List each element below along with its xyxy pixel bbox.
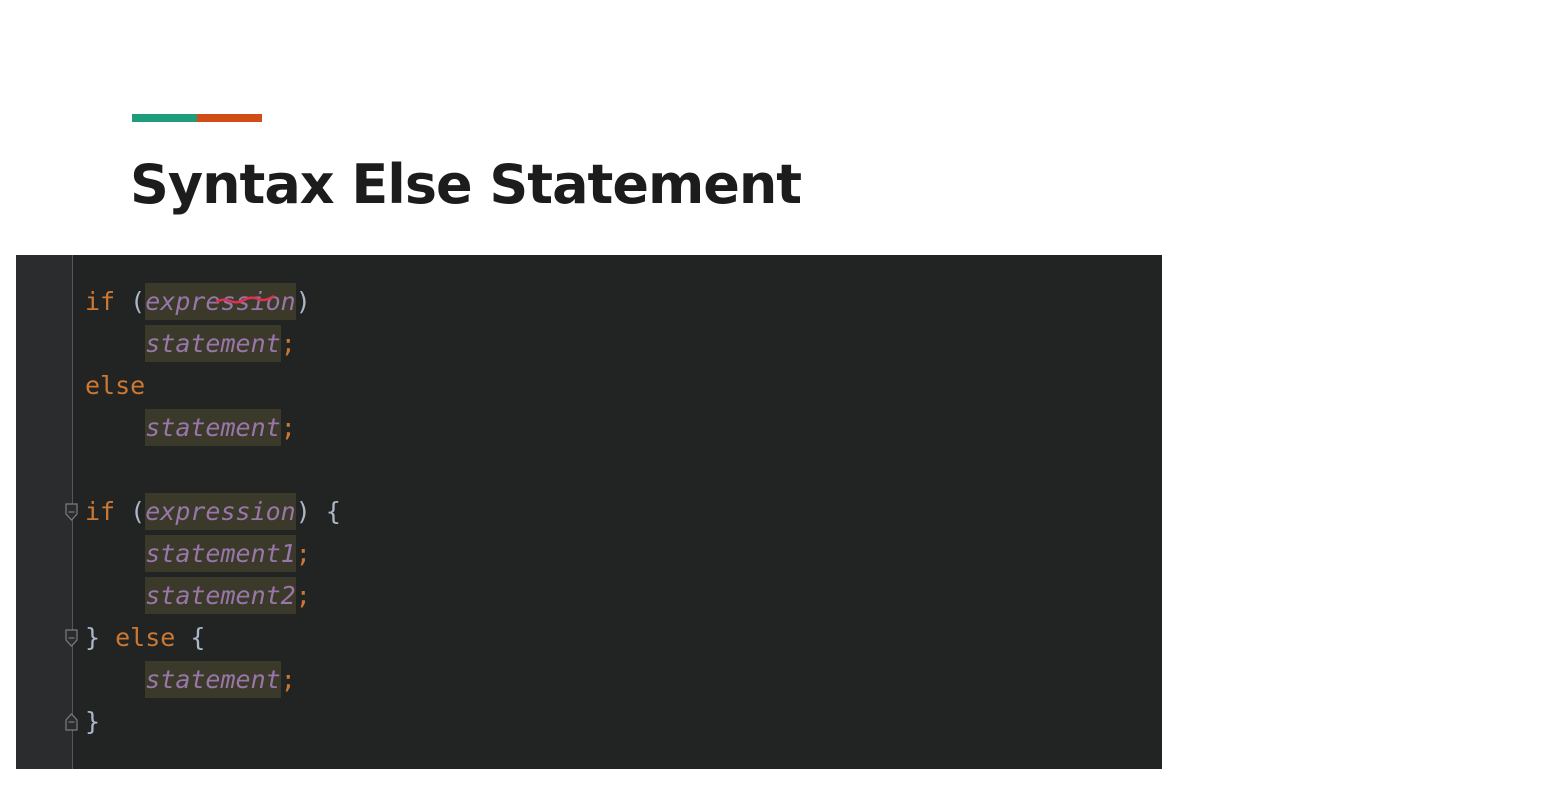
placeholder-token: statement (145, 325, 280, 362)
editor-gutter (16, 255, 72, 769)
punctuation-token (85, 665, 145, 694)
keyword-token: if (85, 497, 116, 526)
code-line (85, 323, 341, 365)
punctuation-token: ; (280, 665, 296, 694)
punctuation-token: ) { (295, 497, 341, 526)
code-line (85, 449, 341, 491)
punctuation-token (85, 539, 145, 568)
code-line (85, 659, 341, 701)
accent-bar-orange (197, 114, 262, 122)
code-line (85, 491, 341, 533)
punctuation-token: ) (295, 287, 311, 316)
punctuation-token: } (85, 707, 101, 736)
placeholder-token: statement2 (145, 577, 296, 614)
code-line (85, 575, 341, 617)
code-line (85, 617, 341, 659)
fold-close-icon[interactable] (65, 713, 78, 731)
code-line (85, 365, 341, 407)
punctuation-token: } (85, 623, 116, 652)
code-block (85, 281, 341, 743)
code-line (85, 281, 341, 323)
fold-open-icon[interactable] (65, 629, 78, 647)
fold-open-icon[interactable] (65, 503, 78, 521)
keyword-token: if (85, 287, 116, 316)
code-line (85, 701, 341, 743)
punctuation-token: ; (295, 539, 311, 568)
punctuation-token: ; (295, 581, 311, 610)
punctuation-token: ( (115, 497, 146, 526)
spellcheck-squiggle-icon (216, 295, 276, 305)
punctuation-token: ; (280, 413, 296, 442)
title-accent-bar (132, 114, 262, 122)
code-line (85, 407, 341, 449)
punctuation-token (85, 413, 145, 442)
placeholder-token: statement (145, 409, 280, 446)
punctuation-token: ( (115, 287, 146, 316)
placeholder-token: expression (145, 283, 296, 320)
keyword-token: else (85, 371, 146, 400)
placeholder-token: statement1 (145, 535, 296, 572)
accent-bar-green (132, 114, 197, 122)
keyword-token: else (115, 623, 176, 652)
punctuation-token: { (175, 623, 206, 652)
punctuation-token: ; (280, 329, 296, 358)
punctuation-token (85, 329, 145, 358)
punctuation-token (85, 581, 145, 610)
placeholder-token: statement (145, 661, 280, 698)
placeholder-token: expression (145, 493, 296, 530)
code-editor (16, 255, 1162, 769)
slide-title: Syntax Else Statement (130, 153, 802, 216)
code-line (85, 533, 341, 575)
